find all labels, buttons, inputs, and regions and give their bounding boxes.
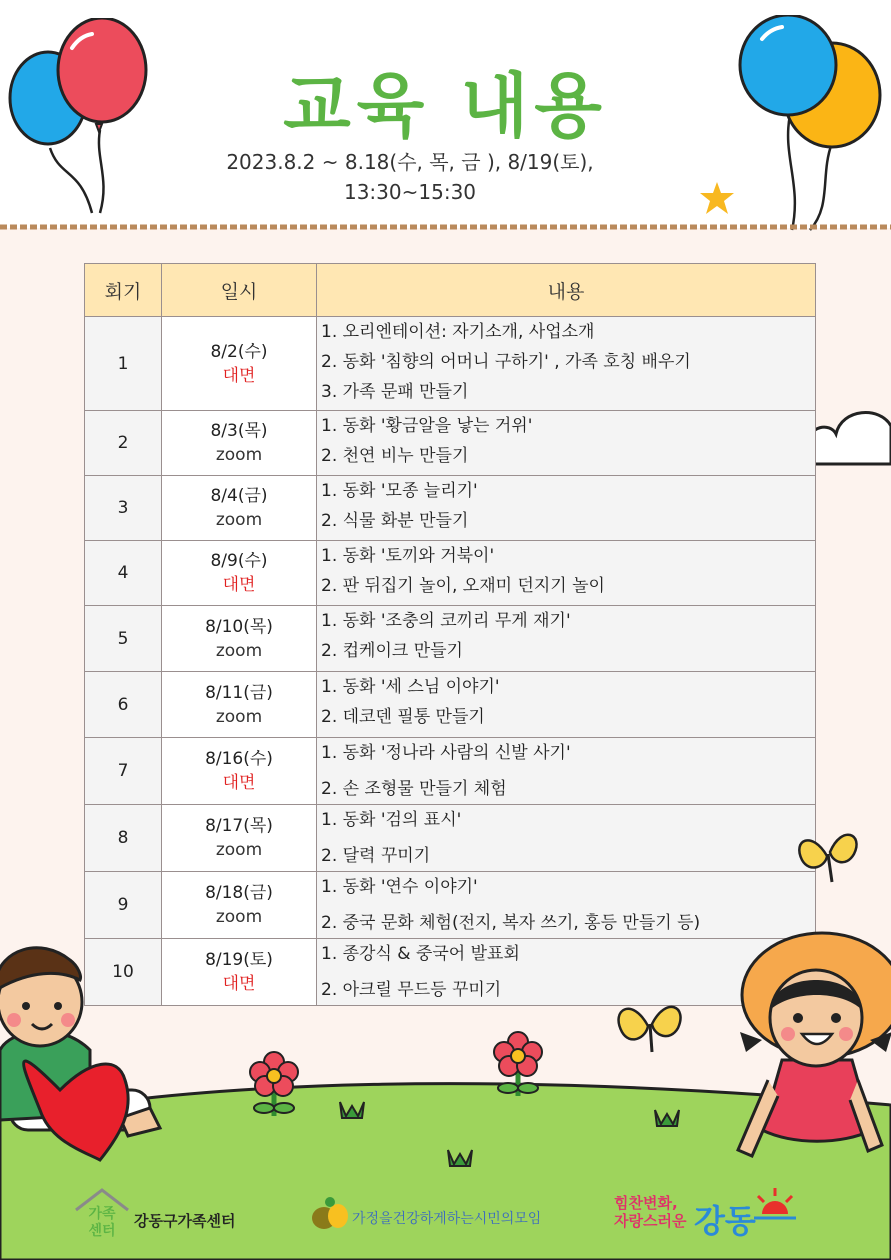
session-content bbox=[317, 672, 816, 738]
session-content bbox=[317, 805, 816, 872]
session-number: 6 bbox=[85, 672, 162, 738]
session-date: 8/19(토) bbox=[205, 950, 273, 970]
content-item: 3. 가족 문패 만들기 bbox=[321, 382, 469, 402]
table-row bbox=[85, 541, 816, 606]
session-number: 8 bbox=[85, 805, 162, 872]
content-item: 1. 동화 '토끼와 거북이' bbox=[321, 546, 495, 566]
content-item: 2. 달력 꾸미기 bbox=[321, 846, 431, 866]
session-number: 3 bbox=[85, 476, 162, 541]
session-mode: zoom bbox=[215, 445, 263, 465]
session-datetime bbox=[162, 317, 317, 411]
gangdong-name: 강동 bbox=[694, 1202, 756, 1240]
session-datetime bbox=[162, 939, 317, 1006]
citizens-meeting-name: 가정을건강하게하는시민의모임 bbox=[352, 1211, 542, 1227]
content-item: 2. 판 뒤집기 놀이, 오재미 던지기 놀이 bbox=[321, 576, 605, 596]
session-mode: 대면 bbox=[222, 773, 256, 793]
content-item: 1. 동화 '조충의 코끼리 무게 재기' bbox=[321, 611, 571, 631]
session-number: 10 bbox=[85, 939, 162, 1006]
table-row bbox=[85, 606, 816, 672]
table-row bbox=[85, 411, 816, 476]
column-header-session: 회기 bbox=[85, 264, 162, 317]
session-datetime bbox=[162, 872, 317, 939]
content-item: 2. 천연 비누 만들기 bbox=[321, 446, 469, 466]
butterfly-icon bbox=[612, 990, 687, 1060]
session-content bbox=[317, 476, 816, 541]
session-datetime bbox=[162, 672, 317, 738]
session-datetime bbox=[162, 541, 317, 606]
gangdong-slogan: 힘찬변화, 자랑스러운 bbox=[614, 1194, 687, 1230]
table-row bbox=[85, 939, 816, 1006]
content-item: 1. 동화 '검의 표시' bbox=[321, 810, 462, 830]
session-number: 4 bbox=[85, 541, 162, 606]
family-center-name: 강동구가족센터 bbox=[134, 1212, 236, 1230]
session-content bbox=[317, 872, 816, 939]
session-number: 5 bbox=[85, 606, 162, 672]
rope-divider bbox=[0, 222, 891, 232]
session-mode: zoom bbox=[215, 907, 263, 927]
session-mode: 대면 bbox=[222, 974, 256, 994]
session-number: 9 bbox=[85, 872, 162, 939]
table-row bbox=[85, 317, 816, 411]
content-item: 2. 동화 '침향의 어머니 구하기' , 가족 호칭 배우기 bbox=[321, 352, 691, 372]
session-date: 8/18(금) bbox=[205, 883, 273, 903]
butterfly-icon bbox=[792, 820, 862, 890]
table-row bbox=[85, 738, 816, 805]
session-mode: 대면 bbox=[222, 365, 256, 386]
session-date: 8/16(수) bbox=[205, 749, 273, 769]
session-date: 8/2(수) bbox=[210, 341, 268, 362]
session-content bbox=[317, 606, 816, 672]
table-row bbox=[85, 805, 816, 872]
schedule-table bbox=[84, 263, 816, 1006]
session-datetime bbox=[162, 805, 317, 872]
session-datetime bbox=[162, 606, 317, 672]
session-date: 8/3(목) bbox=[210, 421, 268, 441]
session-date: 8/11(금) bbox=[205, 682, 273, 703]
session-datetime bbox=[162, 738, 317, 805]
page-title: 교육 내용 bbox=[283, 65, 608, 147]
table-row bbox=[85, 476, 816, 541]
session-mode: 대면 bbox=[222, 575, 256, 595]
session-content bbox=[317, 317, 816, 411]
boy-with-heart-illustration bbox=[0, 940, 170, 1190]
session-content bbox=[317, 541, 816, 606]
family-center-logo-mark: 가족 센터 bbox=[88, 1206, 116, 1239]
content-item: 1. 동화 '세 스님 이야기' bbox=[321, 677, 500, 697]
content-item: 2. 중국 문화 체험(전지, 복자 쓰기, 홍등 만들기 등) bbox=[321, 913, 701, 933]
flower-icon bbox=[244, 1050, 304, 1122]
content-item: 1. 동화 '모종 늘리기' bbox=[321, 481, 478, 501]
table-row bbox=[85, 672, 816, 738]
session-datetime bbox=[162, 476, 317, 541]
content-item: 2. 컵케이크 만들기 bbox=[321, 641, 463, 661]
session-date: 8/9(수) bbox=[210, 551, 268, 571]
session-number: 7 bbox=[85, 738, 162, 805]
column-header-datetime: 일시 bbox=[162, 264, 317, 317]
content-item: 1. 동화 '황금알을 낳는 거위' bbox=[321, 416, 533, 436]
column-header-content: 내용 bbox=[317, 264, 816, 317]
content-item: 2. 손 조형물 만들기 체험 bbox=[321, 779, 507, 799]
table-row bbox=[85, 872, 816, 939]
session-datetime bbox=[162, 411, 317, 476]
session-date: 8/10(목) bbox=[205, 616, 273, 637]
content-item: 2. 아크릴 무드등 꾸미기 bbox=[321, 980, 502, 1000]
content-item: 1. 오리엔테이션: 자기소개, 사업소개 bbox=[321, 322, 595, 342]
session-mode: zoom bbox=[215, 510, 263, 530]
content-item: 1. 동화 '정나라 사람의 신발 사기' bbox=[321, 743, 571, 763]
flower-icon bbox=[488, 1030, 548, 1102]
session-number: 1 bbox=[85, 317, 162, 411]
content-item: 1. 동화 '연수 이야기' bbox=[321, 877, 478, 897]
session-date: 8/4(금) bbox=[210, 486, 268, 506]
session-content bbox=[317, 411, 816, 476]
schedule-time: 13:30~15:30 bbox=[343, 180, 477, 204]
session-mode: zoom bbox=[215, 640, 263, 661]
session-number: 2 bbox=[85, 411, 162, 476]
content-item: 2. 식물 화분 만들기 bbox=[321, 511, 469, 531]
girl-illustration bbox=[732, 930, 891, 1170]
session-mode: zoom bbox=[215, 840, 263, 860]
content-item: 1. 종강식 & 중국어 발표회 bbox=[321, 944, 520, 964]
session-date: 8/17(목) bbox=[205, 816, 273, 836]
content-item: 2. 데코덴 필통 만들기 bbox=[321, 707, 485, 727]
sun-logo-icon bbox=[752, 1186, 798, 1226]
schedule-dates: 2023.8.2 ~ 8.18(수, 목, 금 ), 8/19(토), bbox=[226, 150, 594, 174]
session-content bbox=[317, 738, 816, 805]
session-mode: zoom bbox=[215, 706, 263, 727]
citizens-meeting-logo-icon bbox=[310, 1196, 352, 1232]
